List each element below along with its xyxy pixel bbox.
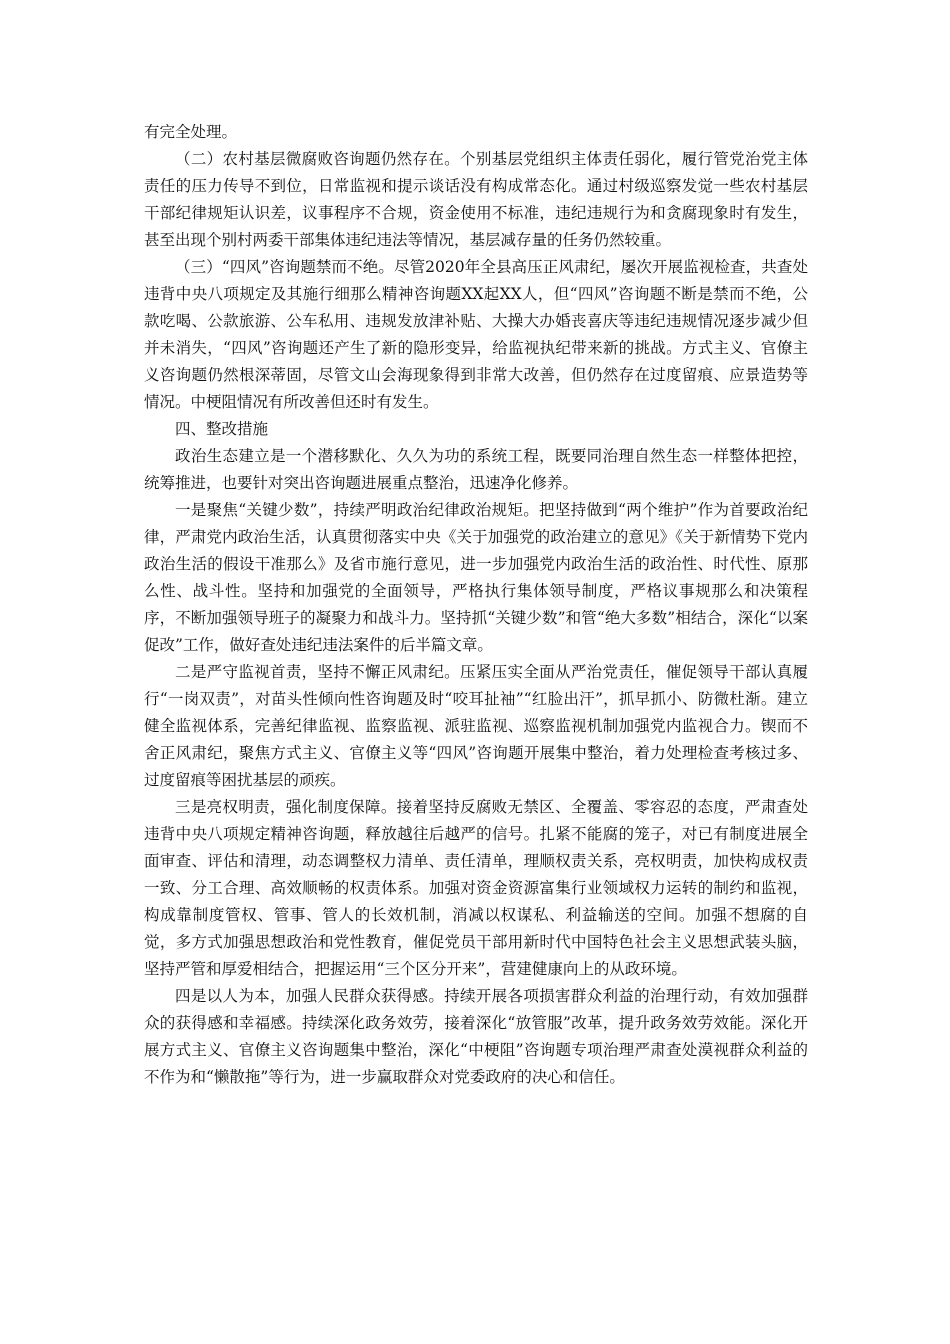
paragraph-four-winds: （三）“四风”咨询题禁而不绝。尽管2020年全县高压正风肃纪，屡次开展监视检查，共查处违背中央八项规定及其施行细那么精神咨询题XX起XX人，但“四风”咨询题不断是禁而不绝，公款吃喝、公款旅游、公车私用、违规发放津补贴、大操大办婚丧喜庆等违纪违规情况逐步减少但并未消失，“四风”咨询题还产生了新的隐形变异，给监视执纪带来新的挑战。方式主义、官僚主义咨询题仍然根深蒂固，尽管文山会海现象得到非常大改善，但仍然存在过度留痕、应景造势等情况。中梗阻情况有所改善但还时有发生。 — [144, 258, 808, 411]
paragraph-political-ecology: 政治生态建立是一个潜移默化、久久为功的系统工程，既要同治理自然生态一样整体把控，统筹推进，也要针对突出咨询题进展重点整治，迅速净化修养。 — [144, 447, 808, 492]
paragraph-measure-three: 三是亮权明责，强化制度保障。接着坚持反腐败无禁区、全覆盖、零容忍的态度，严肃查处违背中央八项规定精神咨询题，释放越往后越严的信号。扎紧不能腐的笼子，对已有制度进展全面审查、评估和清理，动态调整权力清单、责任清单，理顺权责关系，亮权明责，加快构成权责一致、分工合理、高效顺畅的权责体系。加强对资金资源富集行业领域权力运转的制约和监视，构成靠制度管权、管事、管人的长效机制，消减以权谋私、利益输送的空间。加强不想腐的自觉，多方式加强思想政治和党性教育，催促党员干部用新时代中国特色社会主义思想武装头脑，坚持严管和厚爱相结合，把握运用“三个区分开来”，营建健康向上的从政环境。 — [144, 798, 808, 978]
paragraph-measure-one: 一是聚焦“关键少数”，持续严明政治纪律政治规矩。把坚持做到“两个维护”作为首要政治纪律，严肃党内政治生活，认真贯彻落实中央《关于加强党的政治建立的意见》《关于新情势下党内政治生活的假设干准那么》及省市施行意见，进一步加强党内政治生活的政治性、时代性、原那么性、战斗性。坚持和加强党的全面领导，严格执行集体领导制度，严格议事规那么和决策程序，不断加强领导班子的凝聚力和战斗力。坚持抓“关键少数”和管“绝大多数”相结合，深化“以案促改”工作，做好查处违纪违法案件的后半篇文章。 — [144, 501, 808, 654]
section-heading-rectification: 四、整改措施 — [175, 420, 269, 438]
document-body — [144, 119, 808, 1091]
paragraph-measure-two: 二是严守监视首责，坚持不懈正风肃纪。压紧压实全面从严治党责任，催促领导干部认真履行“一岗双责”，对苗头性倾向性咨询题及时“咬耳扯袖”“红脸出汗”，抓早抓小、防微杜渐。建立健全监视体系，完善纪律监视、监察监视、派驻监视、巡察监视机制加强党内监视合力。锲而不舍正风肃纪，聚焦方式主义、官僚主义等“四风”咨询题开展集中整治，着力处理检查考核过多、过度留痕等困扰基层的顽疾。 — [144, 663, 808, 789]
paragraph-measure-four: 四是以人为本，加强人民群众获得感。持续开展各项损害群众利益的治理行动，有效加强群众的获得感和幸福感。持续深化政务效劳，接着深化“放管服”改革，提升政务效劳效能。深化开展方式主义、官僚主义咨询题集中整治，深化“中梗阻”咨询题专项治理严肃查处漠视群众利益的不作为和“懒散拖”等行为，进一步赢取群众对党委政府的决心和信任。 — [144, 987, 808, 1086]
paragraph-continuation: 有完全处理。 — [144, 123, 238, 141]
paragraph-rural-corruption: （二）农村基层微腐败咨询题仍然存在。个别基层党组织主体责任弱化，履行管党治党主体责任的压力传导不到位，日常监视和提示谈话没有构成常态化。通过村级巡察发觉一些农村基层干部纪律规矩认识差，议事程序不合规，资金使用不标准，违纪违规行为和贪腐现象时有发生，甚至出现个别村两委干部集体违纪违法等情况，基层减存量的任务仍然较重。 — [144, 150, 808, 249]
